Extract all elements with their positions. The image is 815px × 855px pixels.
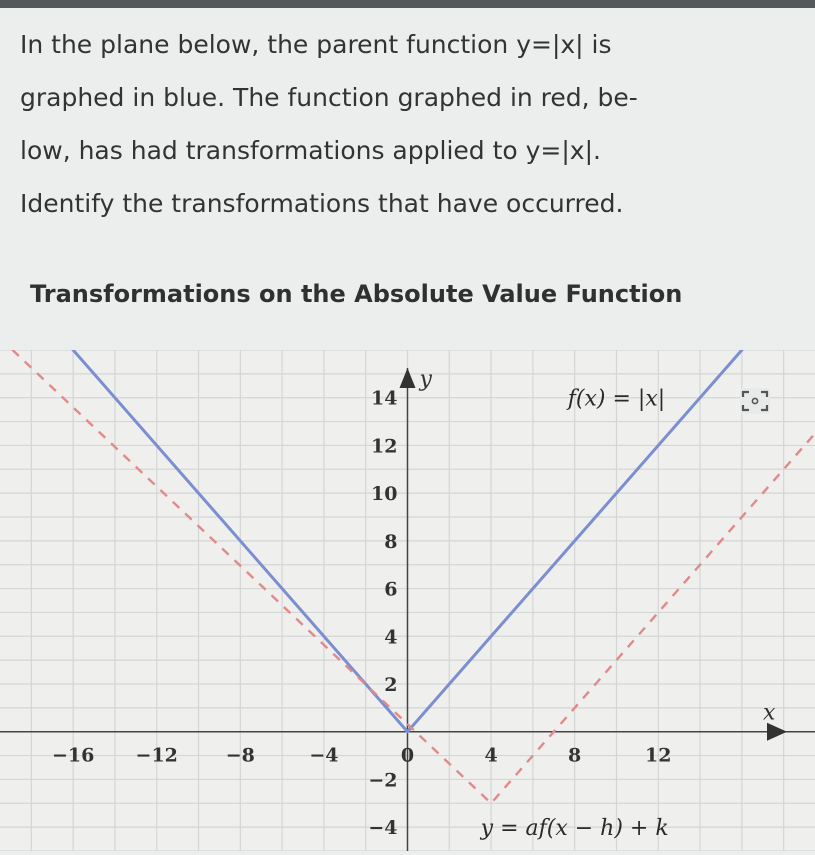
y-tick-label: 4 (384, 626, 398, 649)
y-tick-label: 10 (371, 483, 398, 506)
question-line-3: low, has had transformations applied to y=|x|. (20, 136, 601, 165)
x-tick-label: 4 (484, 744, 498, 767)
parent-function-label: f(x) = |x| (567, 386, 666, 412)
chart-svg (0, 350, 815, 851)
y-tick-label: −4 (368, 817, 398, 840)
y-tick-label: 14 (371, 387, 398, 410)
x-tick-label: 8 (568, 744, 582, 767)
x-tick-label: −8 (225, 744, 255, 767)
chart-title: Transformations on the Absolute Value Function (30, 280, 683, 308)
top-bar (0, 0, 815, 8)
x-tick-label: −12 (135, 744, 178, 767)
y-tick-label: 6 (384, 578, 398, 601)
y-tick-label: 2 (384, 674, 398, 696)
chart-container (0, 350, 815, 851)
y-tick-label: 8 (384, 530, 398, 553)
expand-graph-icon[interactable] (740, 388, 770, 414)
y-tick-label: −2 (368, 769, 398, 792)
x-tick-label: 12 (645, 744, 672, 767)
x-axis-label: x (763, 700, 776, 726)
x-tick-label: −16 (51, 744, 95, 767)
y-tick-label: 12 (371, 435, 398, 458)
transformed-function-label: y = af(x − h) + k (480, 816, 669, 842)
x-tick-label: 0 (400, 744, 415, 767)
question-text (20, 18, 780, 230)
question-line-2: graphed in blue. The function graphed in red, be- (20, 83, 638, 112)
question-line-4: Identify the transformations that have occurred. (20, 189, 624, 218)
x-tick-label: −4 (309, 744, 339, 767)
y-axis-label: y (419, 367, 432, 392)
question-line-1: In the plane below, the parent function y=|x| is (20, 30, 612, 59)
